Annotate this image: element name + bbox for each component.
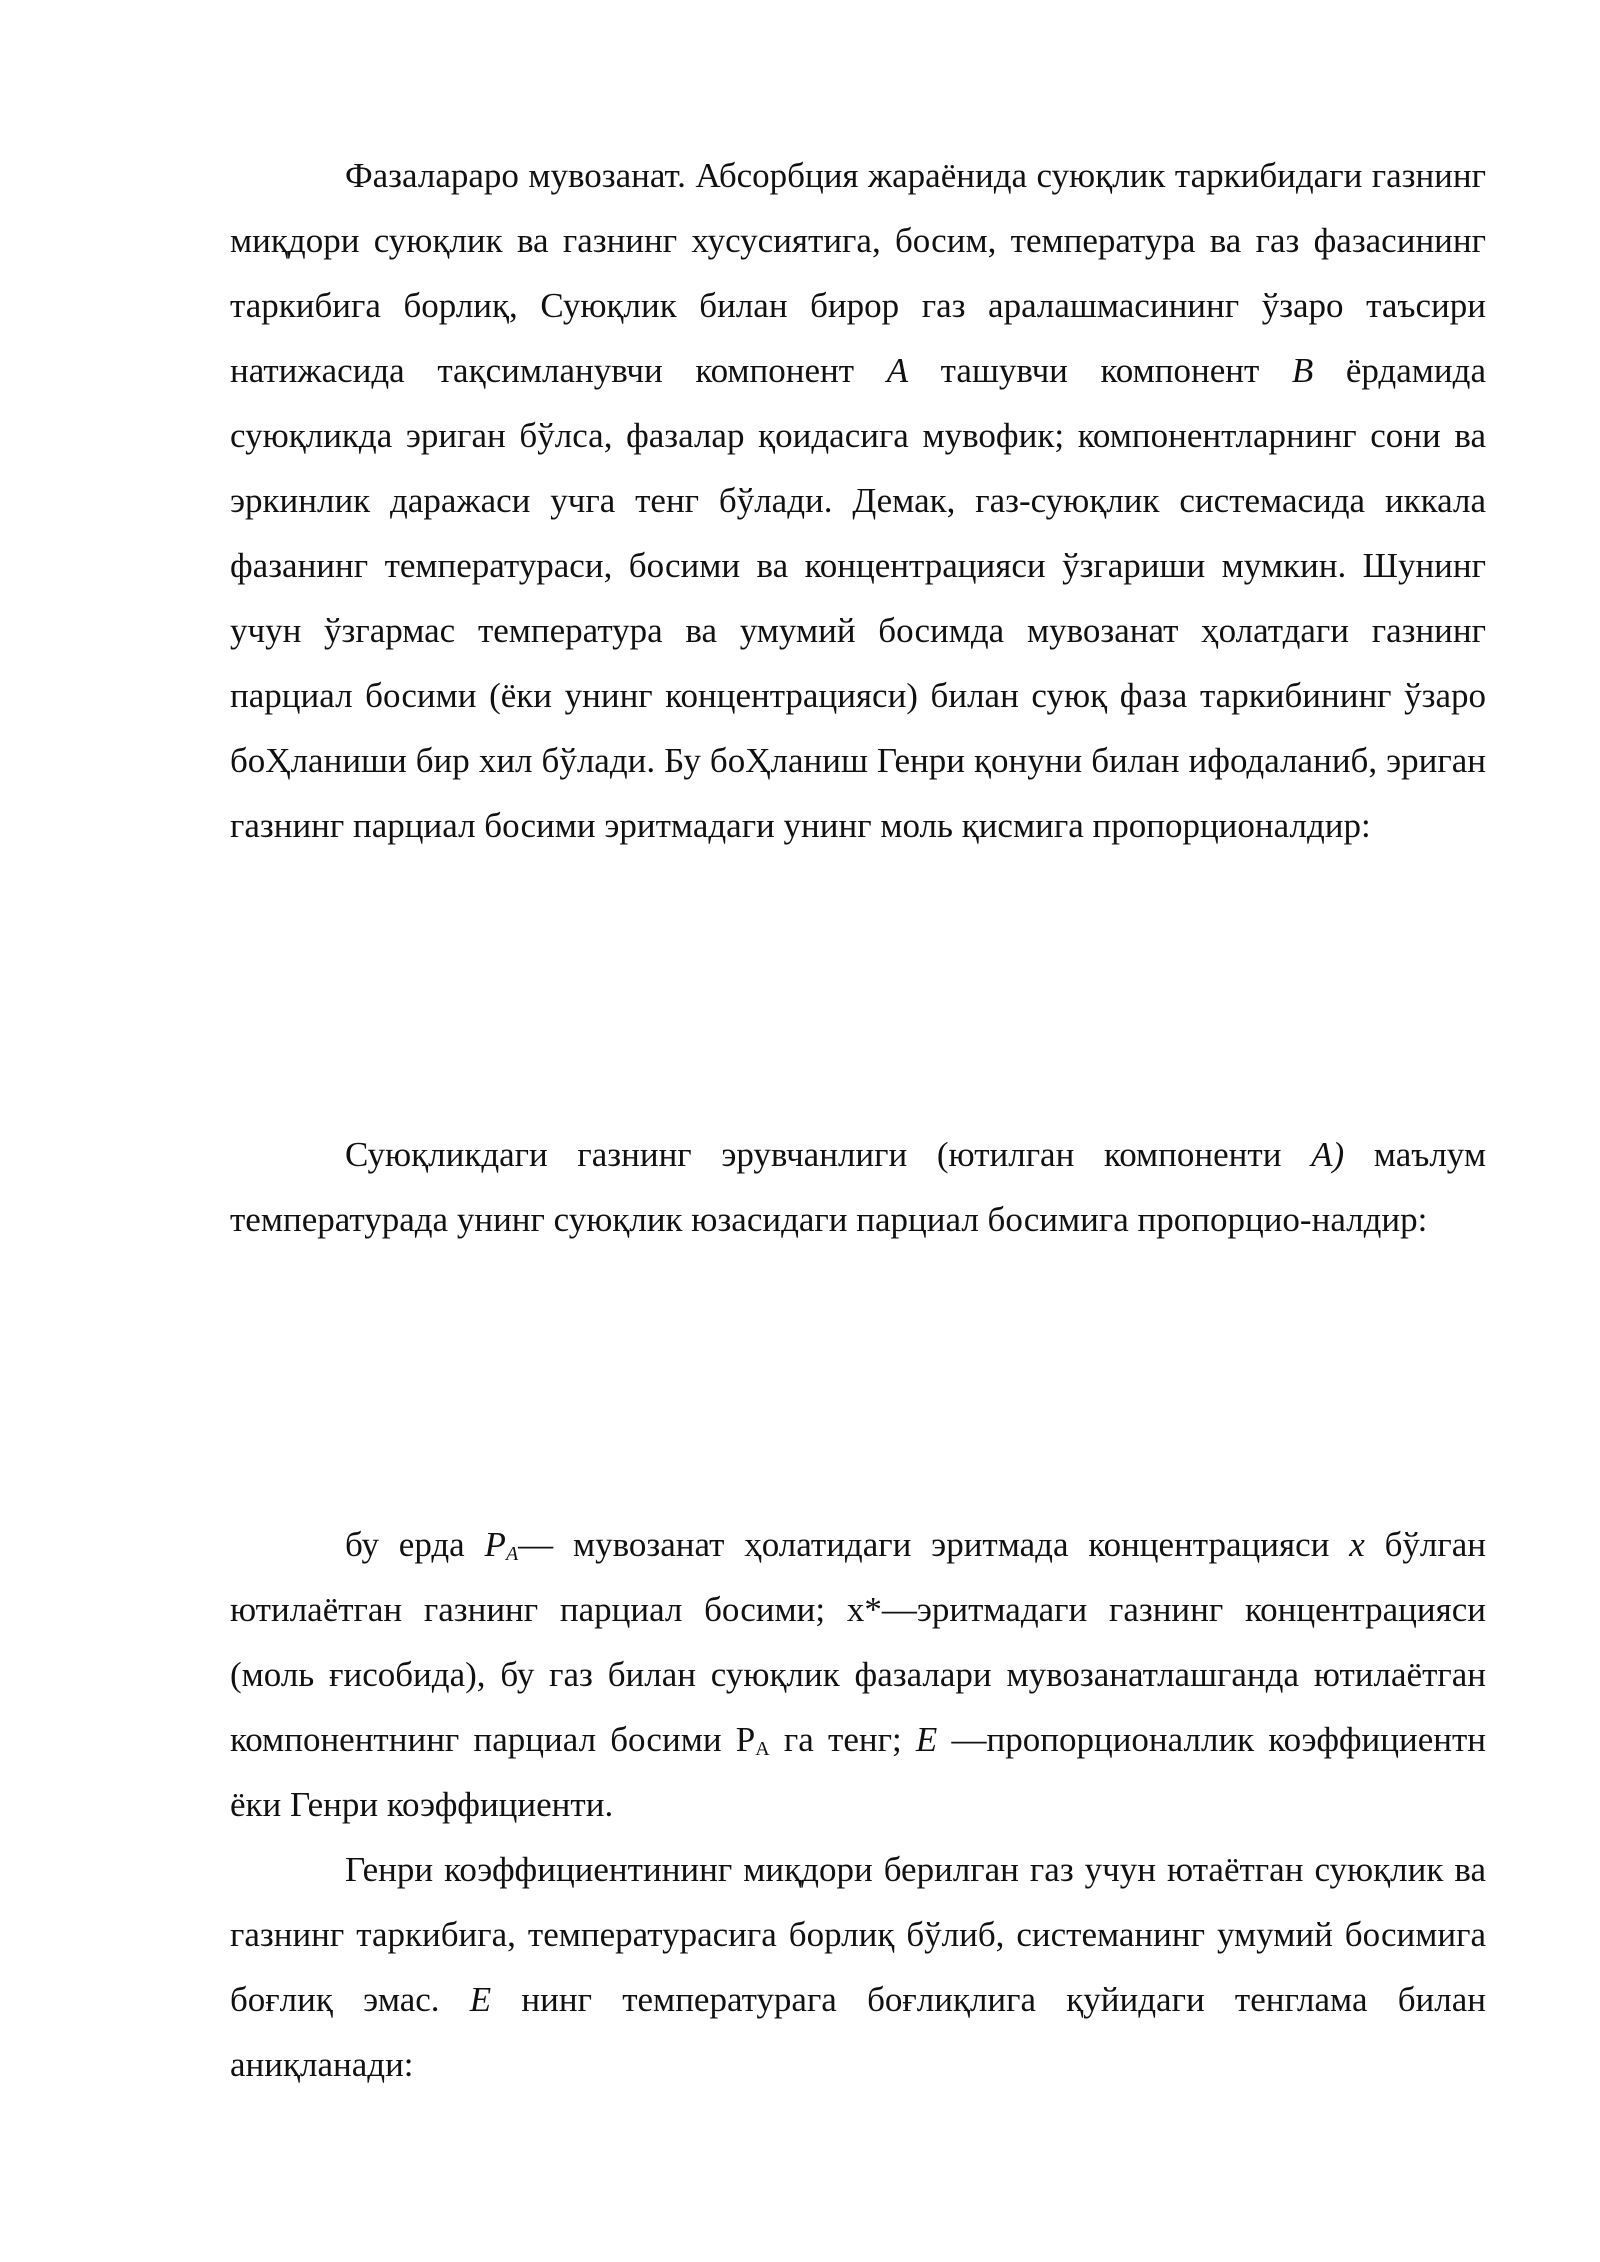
paragraph-phase-equilibrium xyxy=(230,143,1486,858)
henry-coefficient-symbol: Е xyxy=(469,1980,492,2019)
component-b-symbol: В xyxy=(1291,351,1314,390)
concentration-symbol: х xyxy=(1349,1525,1365,1564)
text-span: бу ерда xyxy=(345,1525,485,1564)
text-span: маълум температурада унинг суюқлик юзасидаги парциал босимига пропорцио-налдир: xyxy=(230,1135,1486,1239)
component-a-symbol: А) xyxy=(1311,1135,1345,1174)
text-span: Генри коэффициентининг миқдори берилган газ учун ютаётган суюқлик ва газнинг таркибига, температурасига борлиқ бўлиб, системанинг умумий босимига боғлиқ эмас. xyxy=(230,1850,1486,2019)
text-span: Суюқликдаги газнинг эрувчанлиги (ютилган компоненти xyxy=(345,1135,1312,1174)
text-span: нинг температурага боғлиқлига қуйидаги тенглама билан аниқланади: xyxy=(230,1980,1487,2084)
text-span: га тенг; xyxy=(769,1720,916,1759)
text-span: —пропорционаллик коэффициентн ёки Генри коэффициенти. xyxy=(230,1720,1486,1824)
component-a-symbol: А xyxy=(886,351,909,390)
henry-coefficient-symbol: Е xyxy=(915,1720,938,1759)
text-span: Фазалараро мувозанат. Абсорбция жараёнида суюқлик таркибидаги газнинг миқдори суюқлик ва газнинг хусусиятига, босим, температура ва газ фазасининг таркибига борлиқ, Суюқлик билан бирор газ аралашмасининг ўзаро таъсири натижасида тақсимланувчи компонент xyxy=(230,156,1486,390)
text-span: ёрдамида суюқликда эриган бўлса, фазалар қоидасига мувофик; компонентларнинг сони ва эркинлик даражаси учга тенг бўлади. Демак, газ-суюқлик системасида иккала фазанинг температураси, босими ва концентрацияси ўзгариши мумкин. Шунинг учун ўзгармас температура ва умумий босимда мувозанат ҳолатдаги газнинг парциал босими (ёки унинг концентрацияси) билан суюқ фаза таркибининг ўзаро боҲланиши бир хил бўлади. Бу боҲланиш Генри қонуни билан ифодаланиб, эриган газнинг парциал босими эритмадаги унинг моль қисмига пропорционалдир: xyxy=(230,351,1486,845)
text-span: ташувчи компонент xyxy=(908,351,1292,390)
paragraph-henry-coefficient xyxy=(230,1837,1486,2097)
pressure-subscript: А xyxy=(755,1738,770,1760)
text-span: бўлган ютилаётган газнинг парциал босими; х*—эритмадаги газнинг концентрацияси (моль ғисобида), бу газ билан суюқлик фазалари мувозанатлашганда ютилаётган компонентнинг парциал босими Р xyxy=(230,1525,1486,1759)
partial-pressure-symbol: Р xyxy=(484,1525,506,1564)
partial-pressure-subscript: А xyxy=(505,1543,519,1565)
text-span: — мувозанат ҳолатидаги эритмада концентрацияси xyxy=(518,1525,1350,1564)
paragraph-gas-solubility xyxy=(230,1122,1486,1252)
paragraph-variable-definitions xyxy=(230,1512,1486,1837)
